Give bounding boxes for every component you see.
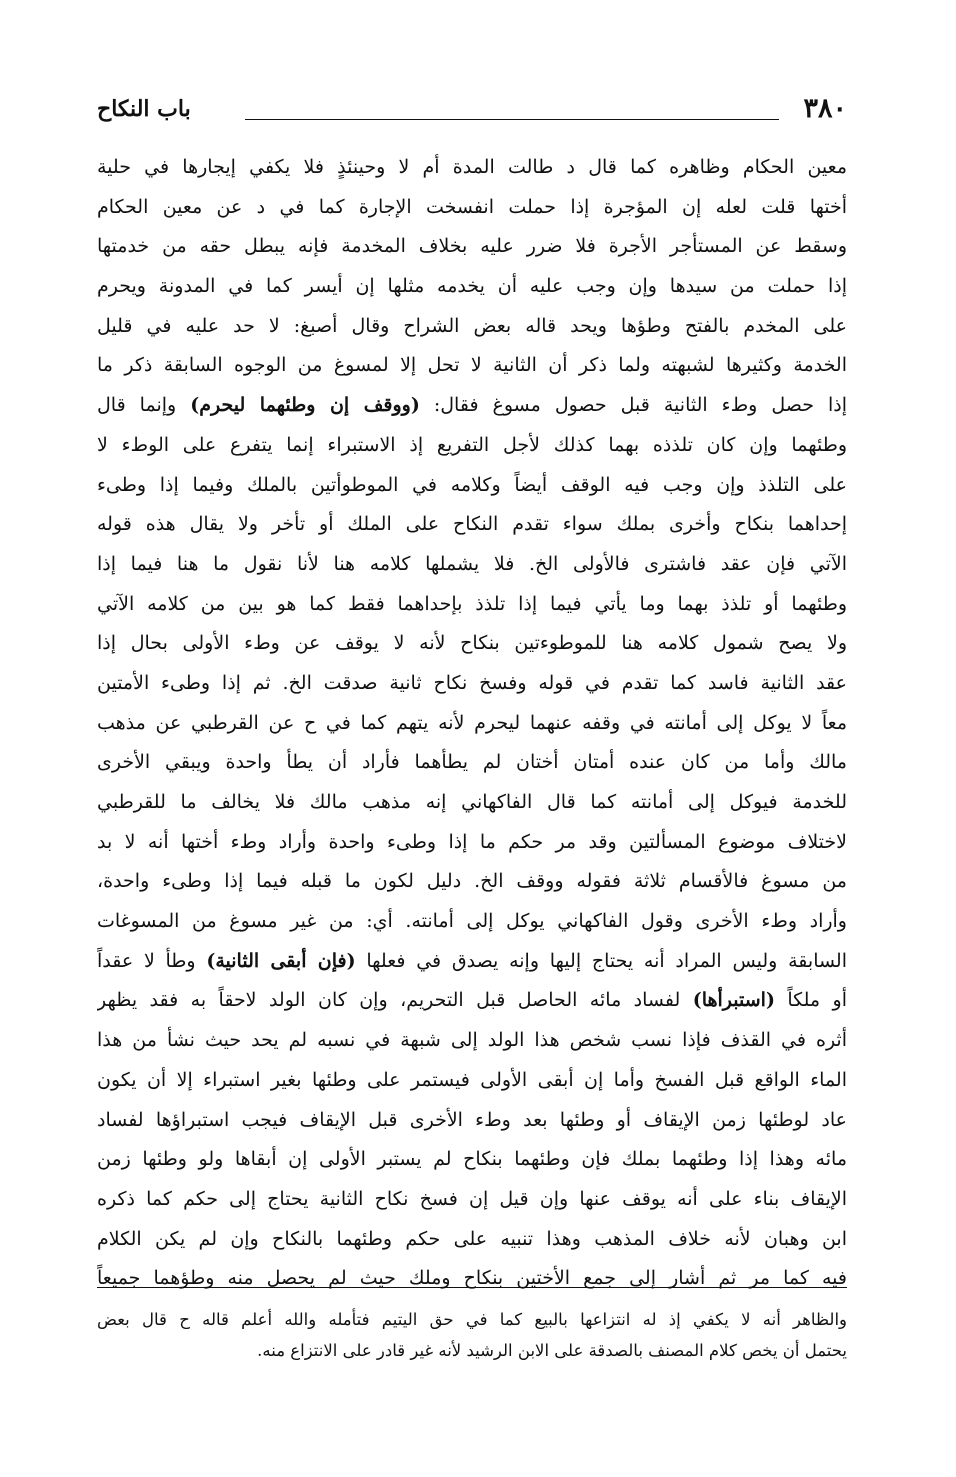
text-line: وسقط عن المستأجر الأجرة فلا ضرر عليه بخلاف المخدمة فإنه يبطل حقه من خدمتها <box>97 235 847 258</box>
text-line: عقد الثانية فاسد كما تقدم في قوله وفسخ نكاح ثانية صدقت الخ. ثم إذا وطىء الأمتين <box>97 671 847 694</box>
text-line: مائه وهذا إذا وطئهما بملك فإن وطئهما بنكاح لم يستبر الأولى إن أبقاها ولو وطئها زمن <box>97 1148 847 1171</box>
text-segment: إذا حصل وطء الثانية قبل حصول مسوغ فقال: <box>419 394 847 417</box>
matn-quote: (فإن أبقى الثانية) <box>206 949 356 972</box>
text-line: لاختلاف موضوع المسألتين وقد مر حكم ما إذا وطىء واحدة وأراد وطء أختها أنه لا بد <box>97 830 847 853</box>
text-line: ولا يصح شمول كلامه هنا للموطوءتين بنكاح لأنه لا يوقف عن وطء الأولى بحال إذا <box>97 632 847 655</box>
page-number: ٣٨٠ <box>803 93 847 124</box>
text-line: الآتي فإن عقد فاشترى فالأولى الخ. فلا يشملها كلامه هنا لأنا نقول ما هنا فيما إذا <box>97 552 847 575</box>
text-line: عاد لوطئها زمن الإيقاف أو وطئها بعد وطء الأخرى قبل الإيقاف فيجب استبراؤها لفساد <box>97 1108 847 1131</box>
matn-quote: (استبرأها) <box>692 989 775 1012</box>
text-line: على المخدم بالفتح وطؤها ويحد قاله بعض الشراح وقال أصبغ: لا حد عليه في قليل <box>97 314 847 337</box>
text-segment: أو ملكاً <box>774 989 847 1012</box>
text-segment: وطأ لا عقداً <box>97 949 207 972</box>
text-line: إحداهما بنكاح وأخرى بملك سواء تقدم النكاح على الملك أو تأخر ولا يقال هذه قوله <box>97 513 847 536</box>
main-text <box>97 148 847 1299</box>
text-segment: لفساد مائه الحاصل قبل التحريم، وإن كان الولد لاحقاً به فقد يظهر <box>97 989 693 1012</box>
text-segment: السابقة وليس المراد أنه يحتاج إليها وإنه يصدق في فعلها <box>355 949 847 972</box>
text-line: الماء الواقع قبل الفسخ وأما إن أبقى الأولى فيستمر على وطئها بغير استبراء إلا أن يكون <box>97 1068 847 1091</box>
text-line: للخدمة فيوكل إلى أمانته كما قال الفاكهاني إنه مذهب مالك فلا يخالف ما للقرطبي <box>97 791 847 813</box>
chapter-title: باب النكاح <box>97 96 191 122</box>
text-line: معين الحكام وظاهره كما قال د طالت المدة أم لا وحينئذٍ فلا يكفي إيجارها في حلية <box>97 156 847 178</box>
text-line: ابن وهبان لأنه خلاف المذهب وهذا تنبيه على حكم وطئهما بالنكاح وإن لم يكن الكلام <box>97 1227 847 1250</box>
text-line: الإيقاف بناء على أنه يوقف عنها وإن قيل إن فسخ نكاح الثانية يحتاج إلى حكم كما ذكره <box>97 1187 847 1210</box>
footnotes <box>97 1304 847 1366</box>
footnote-line: والظاهر أنه لا يكفي إذ له انتزاعها بالبيع كما في حق اليتيم فتأمله والله أعلم قاله ح قال بعض <box>97 1310 847 1329</box>
text-line: فيه كما مر ثم أشار إلى جمع الأختين بنكاح وملك حيث لم يحصل منه وطؤهما جميعاً <box>97 1267 847 1290</box>
text-line <box>97 386 847 426</box>
text-segment: وإنما قال <box>97 394 191 417</box>
text-line: وطئهما أو تلذذ بهما وما يأتي فيما إذا تلذذ بإحداهما فقط كما هو بين من كلامه الآتي <box>97 592 847 615</box>
text-line: وطئهما وإن كان تلذذه بهما كذلك لأجل التفريع إذ الاستبراء إنما يتفرع على الوطء لا <box>97 433 847 456</box>
matn-quote: (ووقف إن وطئهما ليحرم) <box>190 394 420 417</box>
text-line: مالك وأما من كان عنده أمتان أختان لم يطأهما فأراد أن يطأ واحدة ويبقي الأخرى <box>97 751 847 774</box>
text-line: إذا حملت من سيدها وإن وجب عليه أن يخدمه مثلها إن أيسر كما في المدونة ويحرم <box>97 275 847 298</box>
text-line: أختها قلت لعله إن المؤجرة إذا حملت انفسخت الإجارة كما في د عن معين الحكام <box>97 195 847 218</box>
page-header <box>97 92 847 132</box>
text-line: وأراد وطء الأخرى وقول الفاكهاني يوكل إلى أمانته. أي: من غير مسوغ من المسوغات <box>97 910 847 933</box>
text-line <box>97 942 847 982</box>
header-divider <box>245 119 779 120</box>
text-line: الخدمة وكثيرها لشبهته ولما ذكر أن الثانية لا تحل إلا لمسوغ من الوجوه السابقة ذكر ما <box>97 354 847 377</box>
text-line: على التلذذ وإن وجب فيه الوقف أيضاً وكلامه في الموطوأتين بالملك وفيما إذا وطىء <box>97 473 847 496</box>
text-line: من مسوغ فالأقسام ثلاثة فقوله ووقف الخ. دليل لكون ما قبله فيما إذا وطىء واحدة، <box>97 870 847 893</box>
footnote-divider <box>97 1287 847 1288</box>
footnote-line: يحتمل أن يخص كلام المصنف بالصدقة على الابن الرشيد لأنه غير قادر على الانتزاع منه. <box>257 1341 847 1360</box>
text-line: أثره في القذف فإذا نسب شخص هذا الولد إلى شبهة في نسبه لم يحد حيث نشأ من هذا <box>97 1029 847 1052</box>
text-line <box>97 981 847 1021</box>
text-line: معاً لا يوكل إلى أمانته في وقفه عنهما ليحرم لأنه يتهم كما في ح عن القرطبي عن مذهب <box>97 711 847 734</box>
